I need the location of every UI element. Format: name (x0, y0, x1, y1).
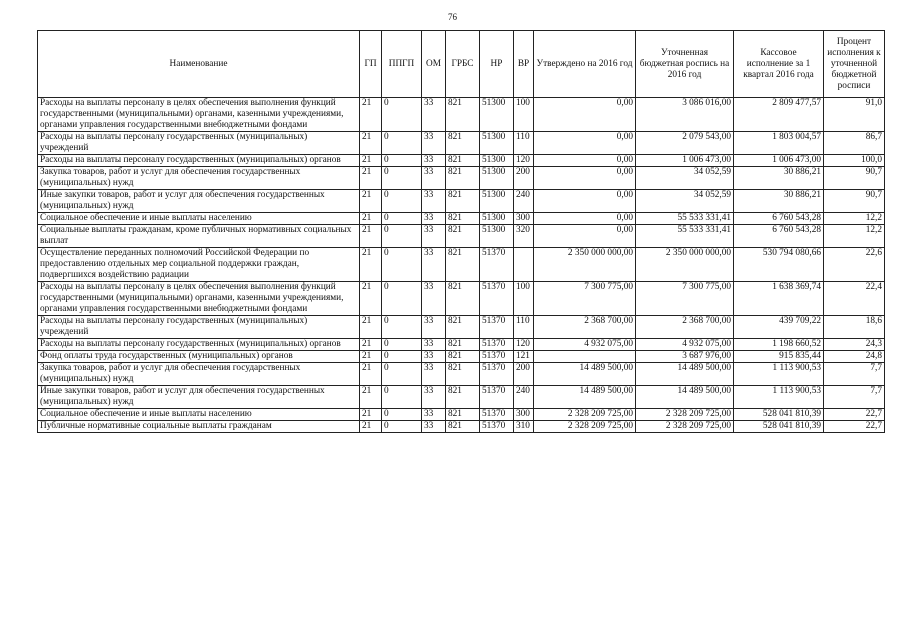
header-grbs: ГРБС (446, 31, 480, 98)
cell-np: 51370 (480, 248, 514, 282)
cell-vr: 100 (514, 282, 534, 316)
cell-approved: 4 932 075,00 (534, 339, 636, 351)
cell-refined: 55 533 331,41 (636, 225, 734, 248)
table-row (38, 98, 885, 132)
table-row (38, 421, 885, 433)
table-row (38, 351, 885, 363)
cell-np: 51370 (480, 282, 514, 316)
cell-om: 33 (422, 190, 446, 213)
cell-vr: 110 (514, 316, 534, 339)
cell-gp: 21 (360, 363, 382, 386)
cell-approved: 0,00 (534, 132, 636, 155)
cell-cash: 1 113 900,53 (734, 386, 824, 409)
cell-refined: 14 489 500,00 (636, 386, 734, 409)
cell-om: 33 (422, 409, 446, 421)
cell-ppgp: 0 (382, 409, 422, 421)
cell-approved: 14 489 500,00 (534, 363, 636, 386)
cell-grbs: 821 (446, 155, 480, 167)
cell-gp: 21 (360, 167, 382, 190)
cell-om: 33 (422, 363, 446, 386)
cell-grbs: 821 (446, 363, 480, 386)
cell-percent: 24,3 (824, 339, 885, 351)
cell-gp: 21 (360, 155, 382, 167)
cell-percent: 90,7 (824, 190, 885, 213)
header-name: Наименование (38, 31, 360, 98)
cell-refined: 34 052,59 (636, 167, 734, 190)
cell-refined: 34 052,59 (636, 190, 734, 213)
cell-gp: 21 (360, 282, 382, 316)
cell-percent: 24,8 (824, 351, 885, 363)
cell-cash: 2 809 477,57 (734, 98, 824, 132)
cell-refined: 2 328 209 725,00 (636, 421, 734, 433)
cell-grbs: 821 (446, 213, 480, 225)
cell-vr: 120 (514, 339, 534, 351)
cell-gp: 21 (360, 339, 382, 351)
cell-name: Расходы на выплаты персоналу в целях обеспечения выполнения функций государственными (муниципальными) органами, казенными учреждениями, органами управления государственными внебюджетными фондами (38, 282, 360, 316)
table-row (38, 167, 885, 190)
cell-ppgp: 0 (382, 167, 422, 190)
cell-gp: 21 (360, 213, 382, 225)
cell-grbs: 821 (446, 409, 480, 421)
cell-ppgp: 0 (382, 351, 422, 363)
cell-np: 51300 (480, 190, 514, 213)
cell-refined: 3 687 976,00 (636, 351, 734, 363)
cell-approved: 2 328 209 725,00 (534, 409, 636, 421)
cell-ppgp: 0 (382, 225, 422, 248)
cell-vr: 240 (514, 190, 534, 213)
cell-refined: 3 086 016,00 (636, 98, 734, 132)
cell-vr: 200 (514, 363, 534, 386)
cell-approved: 0,00 (534, 190, 636, 213)
cell-grbs: 821 (446, 421, 480, 433)
cell-percent: 90,7 (824, 167, 885, 190)
cell-name: Расходы на выплаты персоналу государственных (муниципальных) органов (38, 155, 360, 167)
table-row (38, 225, 885, 248)
cell-gp: 21 (360, 421, 382, 433)
table-row (38, 190, 885, 213)
cell-percent: 100,0 (824, 155, 885, 167)
cell-ppgp: 0 (382, 339, 422, 351)
cell-ppgp: 0 (382, 190, 422, 213)
table-row (38, 132, 885, 155)
cell-refined: 2 368 700,00 (636, 316, 734, 339)
cell-om: 33 (422, 386, 446, 409)
cell-grbs: 821 (446, 167, 480, 190)
cell-grbs: 821 (446, 339, 480, 351)
page-number: 76 (448, 12, 457, 22)
cell-vr: 240 (514, 386, 534, 409)
cell-name: Публичные нормативные социальные выплаты гражданам (38, 421, 360, 433)
header-ppgp: ППГП (382, 31, 422, 98)
cell-percent: 22,7 (824, 409, 885, 421)
cell-name: Социальное обеспечение и иные выплаты населению (38, 213, 360, 225)
cell-vr: 120 (514, 155, 534, 167)
cell-cash: 30 886,21 (734, 167, 824, 190)
cell-name: Иные закупки товаров, работ и услуг для обеспечения государственных (муниципальных) нужд (38, 386, 360, 409)
cell-cash: 1 803 004,57 (734, 132, 824, 155)
cell-approved: 0,00 (534, 213, 636, 225)
cell-percent: 12,2 (824, 213, 885, 225)
cell-cash: 915 835,44 (734, 351, 824, 363)
cell-om: 33 (422, 316, 446, 339)
cell-refined: 7 300 775,00 (636, 282, 734, 316)
cell-approved: 2 350 000 000,00 (534, 248, 636, 282)
cell-name: Фонд оплаты труда государственных (муниципальных) органов (38, 351, 360, 363)
cell-np: 51370 (480, 339, 514, 351)
cell-grbs: 821 (446, 225, 480, 248)
cell-om: 33 (422, 351, 446, 363)
cell-grbs: 821 (446, 282, 480, 316)
cell-name: Расходы на выплаты персоналу государственных (муниципальных) учреждений (38, 132, 360, 155)
cell-refined: 1 006 473,00 (636, 155, 734, 167)
cell-grbs: 821 (446, 248, 480, 282)
cell-cash: 6 760 543,28 (734, 225, 824, 248)
budget-table (37, 30, 885, 433)
cell-np: 51300 (480, 167, 514, 190)
cell-np: 51370 (480, 386, 514, 409)
cell-np: 51300 (480, 213, 514, 225)
cell-np: 51370 (480, 316, 514, 339)
cell-cash: 6 760 543,28 (734, 213, 824, 225)
cell-percent: 22,4 (824, 282, 885, 316)
cell-name: Социальное обеспечение и иные выплаты населению (38, 409, 360, 421)
cell-np: 51370 (480, 363, 514, 386)
cell-gp: 21 (360, 386, 382, 409)
cell-percent: 22,6 (824, 248, 885, 282)
cell-ppgp: 0 (382, 98, 422, 132)
cell-refined: 14 489 500,00 (636, 363, 734, 386)
cell-np: 51370 (480, 421, 514, 433)
cell-approved: 2 368 700,00 (534, 316, 636, 339)
cell-percent: 86,7 (824, 132, 885, 155)
cell-cash: 1 006 473,00 (734, 155, 824, 167)
cell-cash: 1 638 369,74 (734, 282, 824, 316)
cell-cash: 530 794 080,66 (734, 248, 824, 282)
cell-name: Социальные выплаты гражданам, кроме публичных нормативных социальных выплат (38, 225, 360, 248)
cell-grbs: 821 (446, 132, 480, 155)
table-row (38, 363, 885, 386)
cell-refined: 55 533 331,41 (636, 213, 734, 225)
cell-np: 51300 (480, 98, 514, 132)
cell-grbs: 821 (446, 98, 480, 132)
cell-ppgp: 0 (382, 386, 422, 409)
cell-om: 33 (422, 225, 446, 248)
cell-om: 33 (422, 98, 446, 132)
header-percent: Процент исполнения к уточненной бюджетной росписи (824, 31, 885, 98)
header-gp: ГП (360, 31, 382, 98)
cell-name: Расходы на выплаты персоналу государственных (муниципальных) учреждений (38, 316, 360, 339)
cell-approved: 0,00 (534, 225, 636, 248)
cell-np: 51370 (480, 409, 514, 421)
cell-np: 51300 (480, 155, 514, 167)
cell-refined: 4 932 075,00 (636, 339, 734, 351)
cell-grbs: 821 (446, 351, 480, 363)
cell-name: Иные закупки товаров, работ и услуг для обеспечения государственных (муниципальных) нужд (38, 190, 360, 213)
cell-vr: 200 (514, 167, 534, 190)
cell-approved (534, 351, 636, 363)
cell-cash: 1 198 660,52 (734, 339, 824, 351)
cell-np: 51300 (480, 132, 514, 155)
cell-vr (514, 248, 534, 282)
table-row (38, 213, 885, 225)
cell-name: Осуществление переданных полномочий Российской Федерации по предоставлению отдельных мер социальной поддержки граждан, подвергшихся воздействию радиации (38, 248, 360, 282)
cell-om: 33 (422, 167, 446, 190)
header-np: НР (480, 31, 514, 98)
cell-cash: 528 041 810,39 (734, 421, 824, 433)
cell-om: 33 (422, 282, 446, 316)
cell-percent: 7,7 (824, 386, 885, 409)
header-om: ОМ (422, 31, 446, 98)
cell-vr: 121 (514, 351, 534, 363)
cell-name: Расходы на выплаты персоналу в целях обеспечения выполнения функций государственными (муниципальными) органами, казенными учреждениями, органами управления государственными внебюджетными фондами (38, 98, 360, 132)
cell-approved: 7 300 775,00 (534, 282, 636, 316)
cell-percent: 22,7 (824, 421, 885, 433)
cell-vr: 320 (514, 225, 534, 248)
table-row (38, 155, 885, 167)
cell-percent: 7,7 (824, 363, 885, 386)
cell-gp: 21 (360, 132, 382, 155)
cell-name: Закупка товаров, работ и услуг для обеспечения государственных (муниципальных) нужд (38, 167, 360, 190)
cell-ppgp: 0 (382, 363, 422, 386)
table-row (38, 409, 885, 421)
cell-grbs: 821 (446, 190, 480, 213)
cell-gp: 21 (360, 98, 382, 132)
table-row (38, 282, 885, 316)
cell-ppgp: 0 (382, 213, 422, 225)
table-body (38, 98, 885, 433)
cell-approved: 2 328 209 725,00 (534, 421, 636, 433)
cell-approved: 0,00 (534, 167, 636, 190)
table-row (38, 248, 885, 282)
table-row (38, 386, 885, 409)
cell-ppgp: 0 (382, 421, 422, 433)
header-refined: Уточненная бюджетная роспись на 2016 год (636, 31, 734, 98)
cell-refined: 2 350 000 000,00 (636, 248, 734, 282)
cell-om: 33 (422, 421, 446, 433)
cell-vr: 310 (514, 421, 534, 433)
cell-ppgp: 0 (382, 316, 422, 339)
cell-vr: 100 (514, 98, 534, 132)
header-approved: Утверждено на 2016 год (534, 31, 636, 98)
cell-cash: 30 886,21 (734, 190, 824, 213)
cell-vr: 300 (514, 409, 534, 421)
cell-om: 33 (422, 132, 446, 155)
cell-om: 33 (422, 213, 446, 225)
cell-grbs: 821 (446, 386, 480, 409)
cell-percent: 18,6 (824, 316, 885, 339)
cell-gp: 21 (360, 190, 382, 213)
cell-om: 33 (422, 155, 446, 167)
cell-cash: 528 041 810,39 (734, 409, 824, 421)
cell-percent: 12,2 (824, 225, 885, 248)
cell-np: 51370 (480, 351, 514, 363)
cell-name: Расходы на выплаты персоналу государственных (муниципальных) органов (38, 339, 360, 351)
cell-np: 51300 (480, 225, 514, 248)
cell-approved: 0,00 (534, 155, 636, 167)
cell-approved: 14 489 500,00 (534, 386, 636, 409)
cell-vr: 300 (514, 213, 534, 225)
table-row (38, 339, 885, 351)
cell-gp: 21 (360, 351, 382, 363)
cell-percent: 91,0 (824, 98, 885, 132)
table-row (38, 316, 885, 339)
cell-gp: 21 (360, 225, 382, 248)
cell-ppgp: 0 (382, 132, 422, 155)
cell-approved: 0,00 (534, 98, 636, 132)
cell-gp: 21 (360, 248, 382, 282)
cell-cash: 439 709,22 (734, 316, 824, 339)
header-cash: Кассовое исполнение за 1 квартал 2016 года (734, 31, 824, 98)
cell-vr: 110 (514, 132, 534, 155)
cell-cash: 1 113 900,53 (734, 363, 824, 386)
header-vr: ВР (514, 31, 534, 98)
cell-om: 33 (422, 339, 446, 351)
cell-ppgp: 0 (382, 155, 422, 167)
cell-grbs: 821 (446, 316, 480, 339)
cell-ppgp: 0 (382, 248, 422, 282)
cell-om: 33 (422, 248, 446, 282)
cell-refined: 2 328 209 725,00 (636, 409, 734, 421)
table-header-row (38, 31, 885, 98)
cell-ppgp: 0 (382, 282, 422, 316)
cell-name: Закупка товаров, работ и услуг для обеспечения государственных (муниципальных) нужд (38, 363, 360, 386)
cell-gp: 21 (360, 316, 382, 339)
cell-gp: 21 (360, 409, 382, 421)
cell-refined: 2 079 543,00 (636, 132, 734, 155)
